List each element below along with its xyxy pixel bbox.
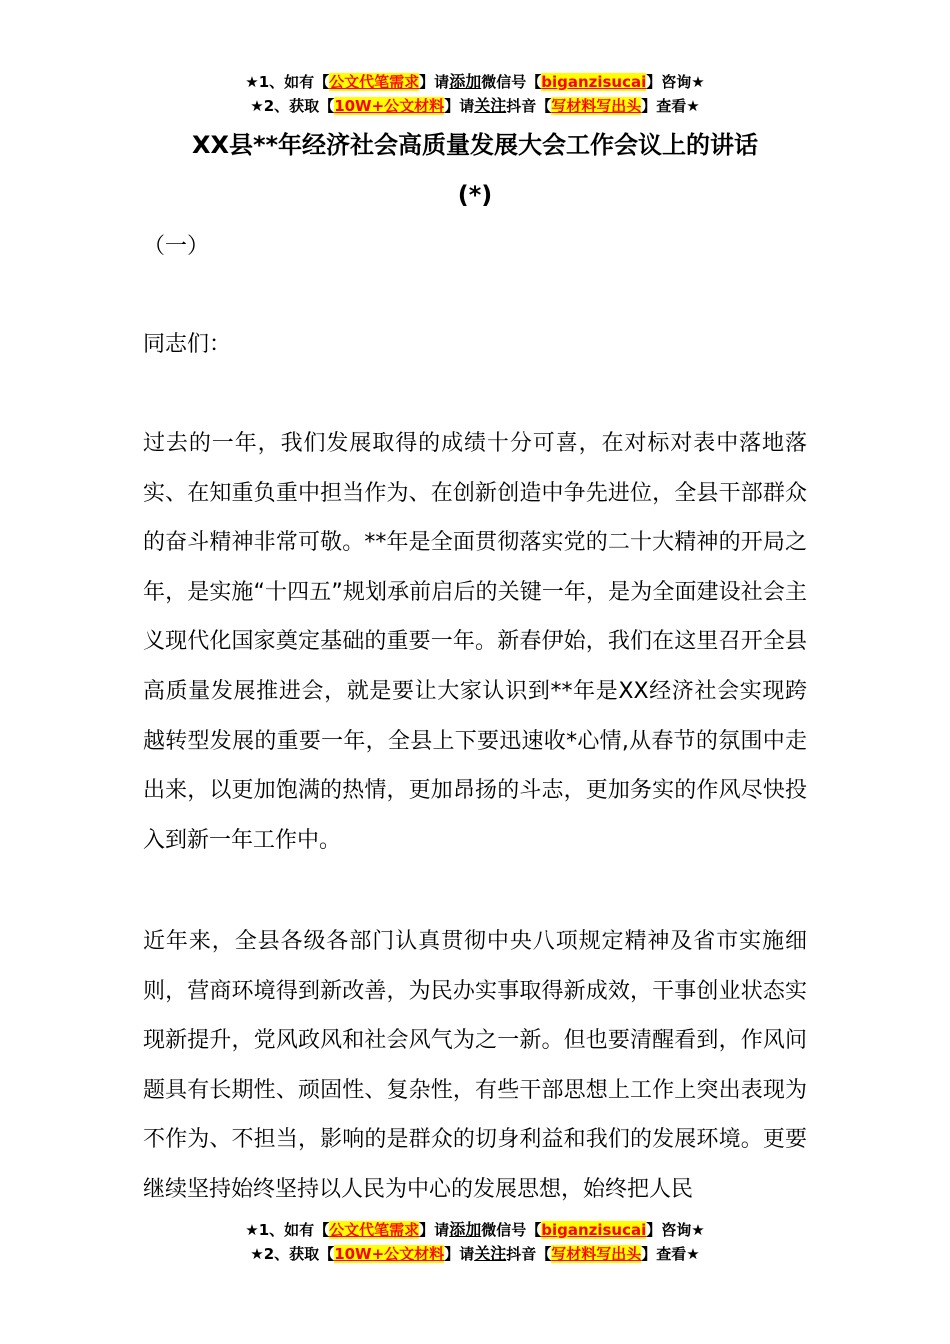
banner-text: 】请 <box>444 97 475 115</box>
highlight-wechat-id: biganzisucai <box>541 1221 647 1239</box>
highlight-douyin: 写材料写出头 <box>551 97 642 115</box>
document-title: XX县**年经济社会高质量发展大会工作会议上的讲话 <box>191 131 759 159</box>
banner-text: ★1、如有【 <box>245 73 330 91</box>
underlined-text: 添加 <box>449 1220 482 1239</box>
highlight-service: 公文代笔需求 <box>329 1221 420 1239</box>
banner-text: 抖音【 <box>506 1245 552 1263</box>
banner-text: 】请 <box>419 1221 450 1239</box>
highlight-materials: 10W+公文材料 <box>334 97 445 115</box>
banner-text: 】查看★ <box>641 97 700 115</box>
highlight-materials: 10W+公文材料 <box>334 1245 445 1263</box>
banner-text: 】查看★ <box>641 1245 700 1263</box>
bottom-banner <box>0 1218 950 1266</box>
banner-text: 】请 <box>444 1245 475 1263</box>
banner-text: ★1、如有【 <box>245 1221 330 1239</box>
underlined-text: 关注 <box>474 1244 507 1263</box>
highlight-wechat-id: biganzisucai <box>541 73 647 91</box>
section-heading: （一） <box>143 234 210 259</box>
paragraph: 过去的一年，我们发展取得的成绩十分可喜，在对标对表中落地落实、在知重负重中担当作为、在创新创造中争先进位，全县干部群众的奋斗精神非常可敬。**年是全面贯彻落实党的二十大精神的开局之年，是实施“十四五”规划承前启后的关键一年，是为全面建设社会主义现代化国家奠定基础的重要一年。新春伊始，我们在这里召开全县高质量发展推进会，就是要让大家认识到**年是XX经济社会实现跨越转型发展的重要一年，全县上下要迅速收*心情,从春节的氛围中走出来，以更加饱满的热情，更加昂扬的斗志，更加务实的作风尽快投入到新一年工作中。 <box>143 431 807 853</box>
banner-text: 微信号【 <box>481 1221 542 1239</box>
underlined-text: 关注 <box>474 96 507 115</box>
highlight-service: 公文代笔需求 <box>329 73 420 91</box>
banner-text: ★2、获取【 <box>250 1245 335 1263</box>
highlight-douyin: 写材料写出头 <box>551 1245 642 1263</box>
salutation: 同志们： <box>143 332 232 357</box>
banner-text: 】咨询★ <box>646 1221 705 1239</box>
top-banner <box>0 70 950 118</box>
underlined-text: 添加 <box>449 72 482 91</box>
banner-text: 抖音【 <box>506 97 552 115</box>
banner-line-1 <box>0 70 950 94</box>
banner-text: 微信号【 <box>481 73 542 91</box>
banner-line-2 <box>0 94 950 118</box>
banner-line-2 <box>0 1242 950 1266</box>
banner-text: ★2、获取【 <box>250 97 335 115</box>
banner-line-1 <box>0 1218 950 1242</box>
paragraph: 近年来，全县各级各部门认真贯彻中央八项规定精神及省市实施细则，营商环境得到新改善，为民办实事取得新成效，干事创业状态实现新提升，党风政风和社会风气为之一新。但也要清醒看到，作风问题具有长期性、顽固性、复杂性，有些干部思想上工作上突出表现为不作为、不担当，影响的是群众的切身利益和我们的发展环境。更要继续坚持始终坚持以人民为中心的发展思想，始终把人民 <box>143 929 807 1202</box>
banner-text: 】请 <box>419 73 450 91</box>
banner-text: 】咨询★ <box>646 73 705 91</box>
document-subtitle: (*) <box>457 181 493 209</box>
